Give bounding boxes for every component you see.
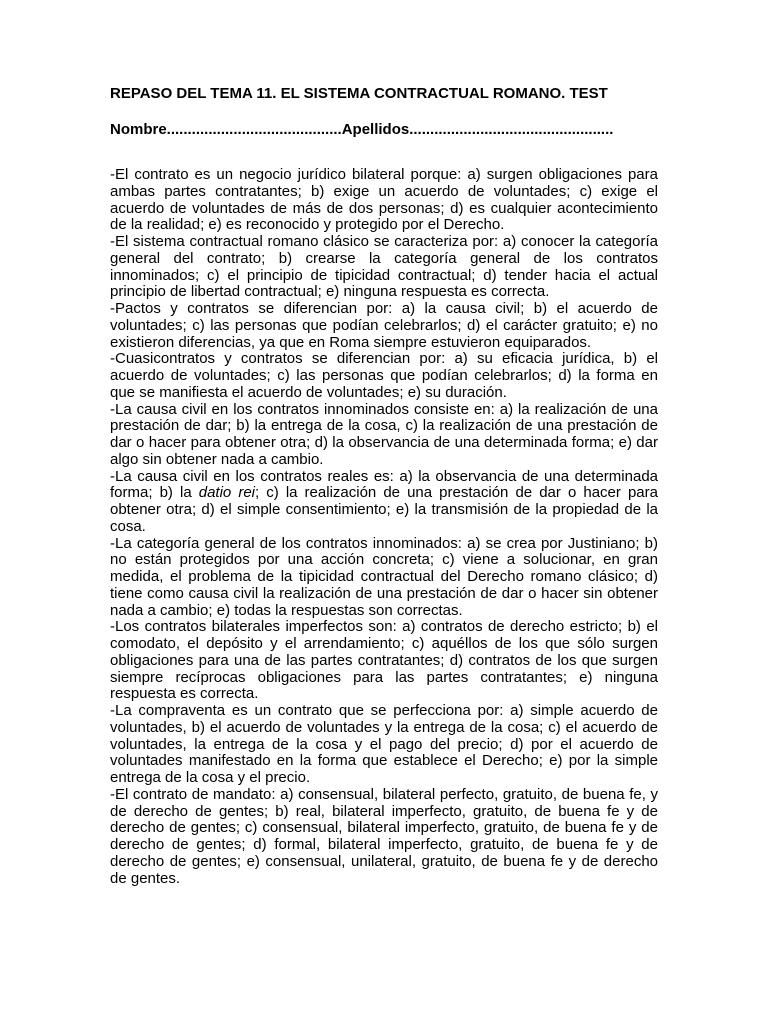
question-6-text-after: ; c) la realización de una prestación de dar o hacer para obtener otra; d) el simple consentimiento; e) la transmisión de la propiedad de la cosa.: [110, 484, 658, 535]
question-7: -La categoría general de los contratos innominados: a) se crea por Justiniano; b) no están protegidos por una acción concreta; c) viene a solucionar, en gran medida, el problema de la tipicidad contractual del Derecho romano clásico; d) tiene como causa civil la realización de una prestación de dar o hacer sin obtener nada a cambio; e) todas la respuestas son correctas.: [110, 534, 658, 619]
question-10: -El contrato de mandato: a) consensual, bilateral perfecto, gratuito, de buena fe, y de derecho de gentes; b) real, bilateral imperfecto, gratuito, de buena fe y de derecho de gentes; c) consensual, bilateral imperfecto, gratuito, de buena fe y de derecho de gentes; d) formal, bilateral imperfecto, gratuito, de buena fe y de derecho de gentes; e) consensual, unilateral, gratuito, de buena fe y de derecho de gentes.: [110, 785, 658, 887]
question-9: -La compraventa es un contrato que se perfecciona por: a) simple acuerdo de voluntades, b) el acuerdo de voluntades y la entrega de la cosa; c) el acuerdo de voluntades, la entrega de la cosa y el pago del precio; d) por el acuerdo de voluntades manifestado en la forma que establece el Derecho; e) por la simple entrega de la cosa y el precio.: [110, 702, 658, 786]
question-6-italic-term: datio rei: [198, 484, 256, 502]
question-2: -El sistema contractual romano clásico se caracteriza por: a) conocer la categoría general del contrato; b) crearse la categoría general de los contratos innominados; c) el principio de tipicidad contractual; d) tender hacia el actual principio de libertad contractual; e) ninguna respuesta es correcta.: [110, 233, 658, 301]
question-5: -La causa civil en los contratos innominados consiste en: a) la realización de una prestación de dar; b) la entrega de la cosa, c) la realización de una prestación de dar o hacer para obtener otra; d) la observancia de una determinada forma; e) dar algo sin obtener nada a cambio.: [110, 400, 658, 468]
question-6: [110, 469, 658, 536]
question-1: -El contrato es un negocio jurídico bilateral porque: a) surgen obligaciones para ambas partes contratantes; b) exige un acuerdo de voluntades; c) exige el acuerdo de voluntades de más de dos personas; d) es cualquier acontecimiento de la realidad; e) es reconocido y protegido por el Derecho.: [110, 166, 658, 234]
document-title: REPASO DEL TEMA 11. EL SISTEMA CONTRACTUAL ROMANO. TEST: [110, 85, 608, 102]
question-8: -Los contratos bilaterales imperfectos son: a) contratos de derecho estricto; b) el comodato, el depósito y el arrendamiento; c) aquéllos de los que sólo surgen obligaciones para una de las partes contratantes; d) contratos de los que surgen siempre recíprocas obligaciones para las partes contratantes; e) ninguna respuesta es correcta.: [110, 618, 658, 703]
name-surname-field: Nombre..........................................Apellidos.................................................: [110, 121, 614, 138]
question-list: [110, 167, 658, 887]
document-page: [110, 84, 658, 887]
question-4: -Cuasicontratos y contratos se diferencian por: a) su eficacia jurídica, b) el acuerdo de voluntades; c) las personas que podían celebrarlos; d) la forma en que se manifiesta el acuerdo de voluntades; e) su duración.: [110, 350, 658, 401]
question-3: -Pactos y contratos se diferencian por: a) la causa civil; b) el acuerdo de voluntades; c) las personas que podían celebrarlos; d) el carácter gratuito; e) no existieron diferencias, ya que en Roma siempre estuvieron equiparados.: [110, 300, 658, 351]
question-6-text-before: -La causa civil en los contratos reales es: a) la observancia de una determinada forma; b) la: [110, 467, 658, 502]
